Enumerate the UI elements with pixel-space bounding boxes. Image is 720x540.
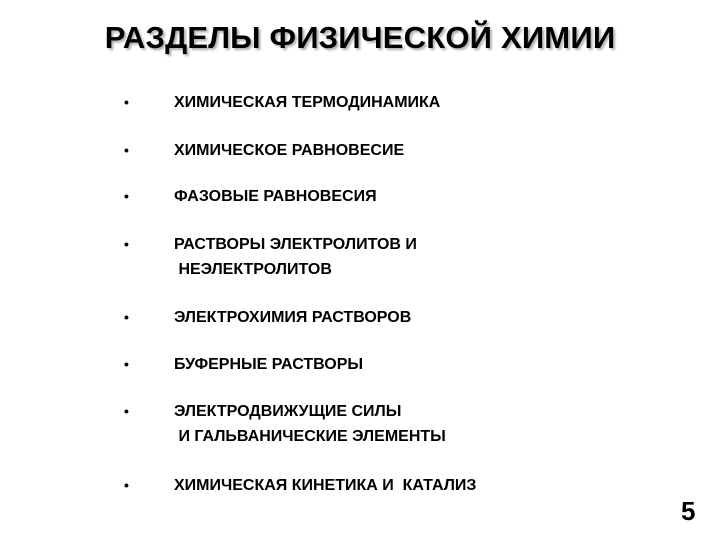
bullet-icon: •	[124, 236, 129, 252]
page-number: 5	[681, 496, 696, 526]
list-item-label: ЭЛЕКТРОХИМИЯ РАСТВОРОВ	[174, 309, 412, 326]
bullet-icon: •	[124, 356, 129, 372]
bullet-icon: •	[124, 94, 129, 110]
bullet-icon: •	[124, 403, 129, 419]
list-item-label: ФАЗОВЫЕ РАВНОВЕСИЯ	[174, 188, 377, 205]
bullet-icon: •	[124, 188, 129, 204]
list-item-label: ХИМИЧЕСКАЯ КИНЕТИКА И КАТАЛИЗ	[174, 477, 477, 494]
list-item-label: ХИМИЧЕСКОЕ РАВНОВЕСИЕ	[174, 142, 405, 159]
bullet-icon: •	[124, 142, 129, 158]
bullet-icon: •	[124, 309, 129, 325]
list-item-label: ХИМИЧЕСКАЯ ТЕРМОДИНАМИКА	[174, 94, 441, 111]
list-item-label: ЭЛЕКТРОДВИЖУЩИЕ СИЛЫ И ГАЛЬВАНИЧЕСКИЕ ЭЛЕМЕНТЫ	[174, 403, 446, 445]
list-item-label: РАСТВОРЫ ЭЛЕКТРОЛИТОВ И НЕЭЛЕКТРОЛИТОВ	[174, 236, 417, 278]
bullet-icon: •	[124, 477, 129, 493]
list-item-label: БУФЕРНЫЕ РАСТВОРЫ	[174, 356, 364, 373]
slide-title: РАЗДЕЛЫ ФИЗИЧЕСКОЙ ХИМИИ	[104, 20, 616, 55]
